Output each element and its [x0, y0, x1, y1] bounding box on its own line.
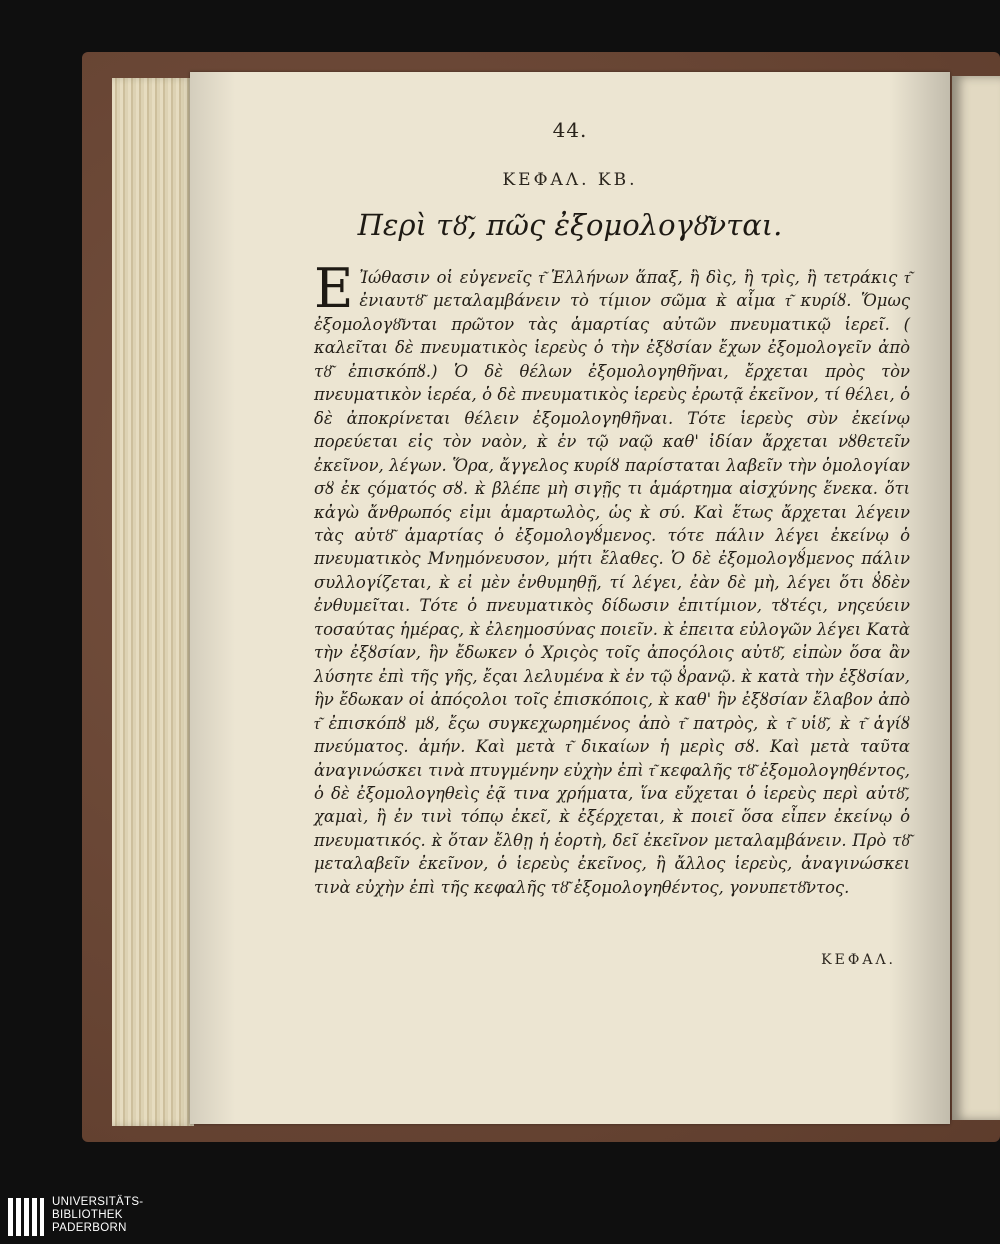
page-number: 44. — [552, 118, 588, 142]
body-text: Ἰώθασιν οἱ εὐγενεῖς τ͂ Ἑλλήνων ἅπαξ, ἢ δὶς, ἢ τρὶς, ἢ τετράκις τ͂ ἐνιαυτȣ͂ μεταλαμβάνειν τὸ τίμιον σῶμα κ̀ αἷμα τ͂ κυρίȣ. Ὅμως ἐξομολογȣ͂νται πρῶτον τὰς ἁμαρτίας αὐτῶν πνευματικῷ ἱερεῖ. ( καλεῖται δὲ πνευματικὸς ἱερεὺς ὁ τὴν ἐξȣσίαν ἔχων ἐξομολογεῖν ἀπὸ τȣ͂ ἐπισκόπȣ.) Ὁ δὲ θέλων ἐξομολογηθῆναι, ἔρχεται πρὸς τὸν πνευματικὸν ἱερέα, ὁ δὲ πνευματικὸς ἱερεὺς ἐρωτᾷ ἐκεῖνον, τί θέλει, ὁ δὲ ἀποκρίνεται θέλειν ἐξομολογηθῆναι. Τότε ἱερεὺς σὺν ἐκείνῳ πορεύεται εἰς τὸν ναὸν, κ̀ ἐν τῷ ναῷ καθ' ἰδίαν ἄρχεται νȣθετεῖν ἐκεῖνον, λέγων. Ὅρα, ἄγγελος κυρίȣ παρίσταται λαβεῖν τὴν ὁμολογίαν σȣ ἐκ ςόματός σȣ. κ̀ βλέπε μὴ σιγῇς τι ἁμάρτημα αἰσχύνης ἕνεκα. ὅτι κἀγὼ ἄνθρωπός εἰμι ἁμαρτωλὸς, ὡς κ̀ σύ. Καὶ ἕτως ἄρχεται λέγειν τὰς αὐτȣ͂ ἁμαρτίας ὁ ἐξομολογȣ́μενος. τότε πάλιν λέγει ἐκείνῳ ὁ πνευματικὸς Μνημόνευσον, μήτι ἔλαθες. Ὁ δὲ ἐξομολογȣ́μενος πάλιν συλλογίζεται, κ̀ εἰ μὲν ἐνθυμηθῇ, τί λέγει, ἐὰν δὲ μὴ, λέγει ὅτι ȣ̓δὲν ἐνθυμεῖται. Τότε ὁ πνευματικὸς δίδωσιν ἐπιτίμιον, τȣτέςι, νηςεύειν τοσαύτας ἡμέρας, κ̀ ἐλεημοσύνας ποιεῖν. κ̀ ἐπειτα εὐλογῶν λέγει Κατὰ τὴν ἐξȣσίαν, ἣν ἔδωκεν ὁ Χριςὸς τοῖς ἀποςόλοις αὐτȣ͂, εἰπὼν ὅσα ἂν λύσητε ἐπὶ τῆς γῆς, ἔςαι λελυμένα κ̀ ἐν τῷ ȣ̓ρανῷ. κ̀ κατὰ τὴν ἐξȣσίαν, ἣν ἔδωκαν οἱ ἀπόςολοι τοῖς ἐπισκόποις, κ̀ καθ' ἣν ἐξȣσίαν ἔλαβον ἀπὸ τ͂ ἐπισκόπȣ μȣ, ἔςω συγκεχωρημένος ἀπὸ τ͂ πατρὸς, κ̀ τ͂ υἱȣ͂, κ̀ τ͂ ἁγίȣ πνεύματος. ἀμήν. Καὶ μετὰ τ͂ δικαίων ἡ μερὶς σȣ. Καὶ μετὰ ταῦτα ἀναγινώσκει τινὰ πτυγμένην εὐχὴν ἐπὶ τ͂ κεφαλῆς τȣ͂ ἐξομολογηθέντος, ὁ δὲ ἐξομολογηθεὶς ἐᾷ τινα χρήματα, ἵνα εὔχεται ὁ ἱερεὺς περὶ αὐτȣ͂, χαμαὶ, ἢ ἐν τινὶ τόπῳ ἐκεῖ, κ̀ ἐξέρχεται, κ̀ ποιεῖ ὅσα εἶπεν ἐκείνῳ ὁ πνευματικός. κ̀ ὅταν ἔλθῃ ἡ ἑορτὴ, δεῖ ἐκεῖνον μεταλαμβάνειν. Πρὸ τȣ͂ μεταλαβεῖν ἐκεῖνον, ὁ ἱερεὺς ἐκεῖνος, ἢ ἄλλος ἱερεὺς, ἀναγινώσκει τινὰ εὐχὴν ἐπὶ τῆς κεφαλῆς τȣ͂ ἐξομολογηθέντος, γονυπετȣ͂ντος. — [314, 268, 910, 897]
library-name-line-2: BIBLIOTHEK — [52, 1209, 123, 1221]
library-logo-icon — [6, 1194, 46, 1240]
book-page — [190, 72, 950, 1124]
chapter-title: Περὶ τȣ͂, πῶς ἐξομολογȣ͂νται. — [357, 208, 783, 242]
chapter-body — [314, 257, 910, 899]
page-edges — [112, 78, 194, 1126]
drop-cap: Ε — [314, 257, 354, 320]
catchword: ΚΕΦΑΛ. — [821, 952, 896, 968]
chapter-label: ΚΕΦΑΛ. ΚΒ. — [502, 170, 638, 190]
library-name-line-1: UNIVERSITÄTS- — [52, 1196, 144, 1208]
facing-page-edge — [952, 76, 1000, 1120]
library-logo — [6, 1194, 246, 1240]
library-name-line-3: PADERBORN — [52, 1222, 127, 1234]
